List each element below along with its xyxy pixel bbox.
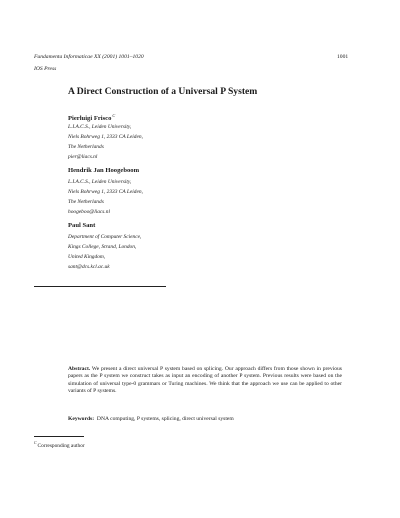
author-name xyxy=(68,112,115,123)
author-affiliation-line: Kings College, Strand, London, xyxy=(68,244,137,250)
abstract-text: We present a direct universal P system based on splicing. Our approach differs from those shown in previous papers as the P system we construct takes as input an encoding of another P system. Previous results were based on the simulation of universal type-0 grammars or Turing machines. We think that the approach we use can be applied to other variants of P systems. xyxy=(68,366,342,395)
keywords xyxy=(68,416,234,423)
abstract xyxy=(68,366,342,396)
author-affiliation-line: United Kingdom, xyxy=(68,254,106,260)
footnote xyxy=(34,440,85,450)
corresponding-author-mark: C xyxy=(112,113,116,118)
author-affiliation-line: L.I.A.C.S., Leiden University, xyxy=(68,124,132,130)
author-affiliation-line: The Netherlands xyxy=(68,199,104,205)
author-email: hoogeboo@liacs.nl xyxy=(68,209,110,215)
journal-citation: Fundamenta Informaticae XX (2001) 1001–1020 xyxy=(34,54,144,60)
author-name: Hendrik Jan Hoogeboom xyxy=(68,167,140,174)
page-number: 1001 xyxy=(337,54,349,60)
publisher-name: IOS Press xyxy=(34,66,57,72)
author-affiliation-line: L.I.A.C.S., Leiden University, xyxy=(68,179,132,185)
author-affiliation-line: Department of Computer Science, xyxy=(68,234,142,240)
footnote-text: Corresponding author xyxy=(37,442,85,449)
keywords-text: DNA computing, P systems, splicing, direct universal system xyxy=(96,416,234,422)
footnote-rule xyxy=(34,436,84,437)
abstract-label: Abstract. xyxy=(68,366,91,372)
paper-title: A Direct Construction of a Universal P System xyxy=(68,86,258,97)
author-name-text: Pierluigi Frisco xyxy=(68,115,112,123)
author-email: pier@liacs.nl xyxy=(68,154,98,160)
author-email: sant@dcs.kcl.ac.uk xyxy=(68,264,110,270)
author-affiliation-line: Niels Bohrweg 1, 2333 CA Leiden, xyxy=(68,134,143,140)
footnote-mark: C xyxy=(34,441,37,445)
author-affiliation-line: The Netherlands xyxy=(68,144,104,150)
separator-rule xyxy=(34,286,166,287)
author-affiliation-line: Niels Bohrweg 1, 2333 CA Leiden, xyxy=(68,189,143,195)
author-name: Paul Sant xyxy=(68,222,96,229)
keywords-label: Keywords: xyxy=(68,416,95,422)
